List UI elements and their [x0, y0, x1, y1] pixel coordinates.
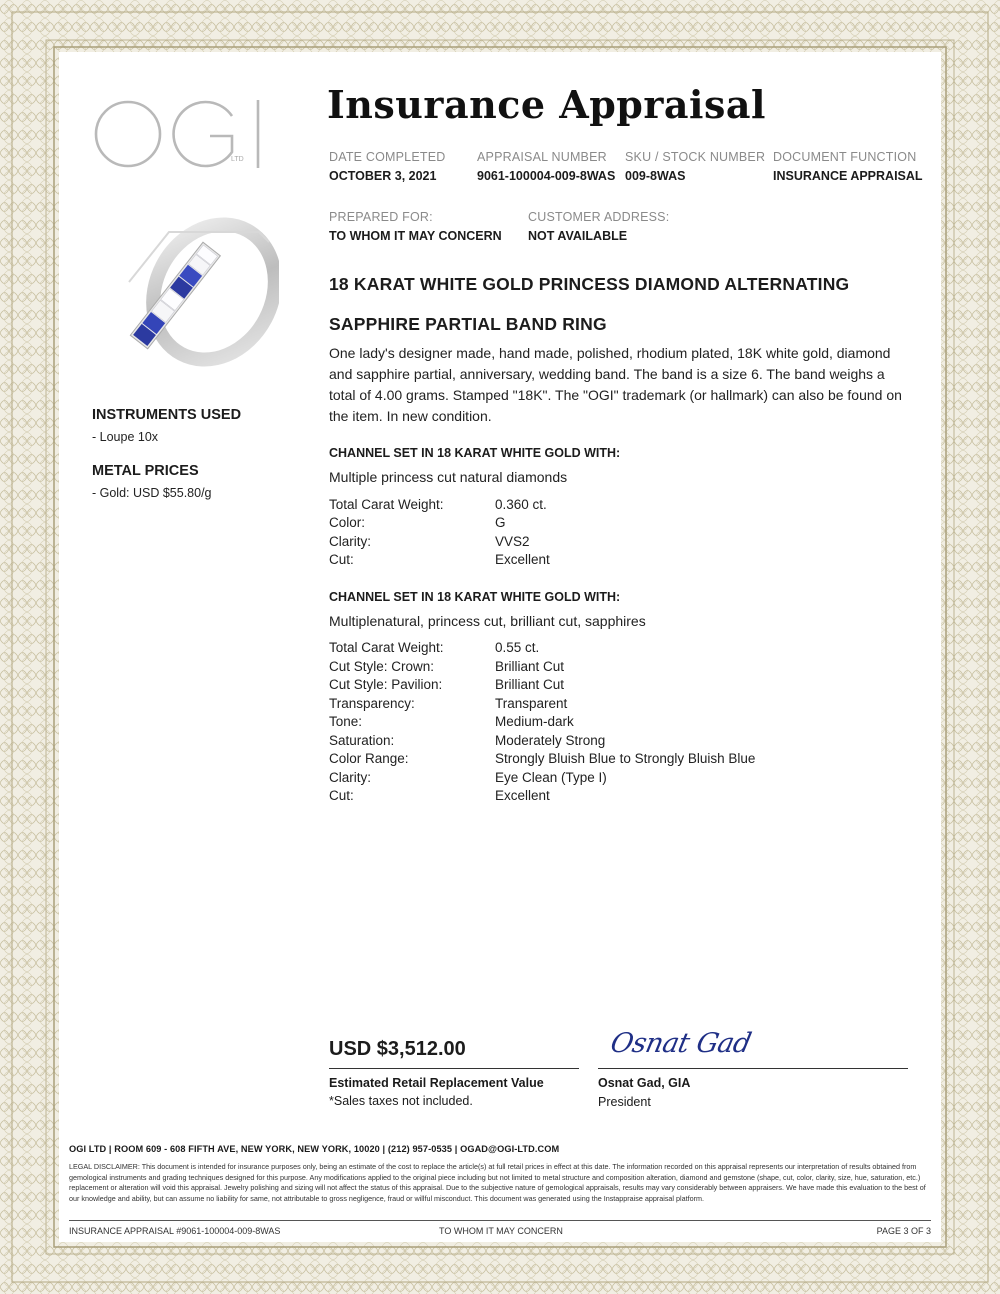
footer-center: TO WHOM IT MAY CONCERN	[439, 1226, 563, 1236]
signer-name: Osnat Gad, GIA	[598, 1076, 691, 1090]
signer-role: President	[598, 1095, 651, 1109]
document-function-label: DOCUMENT FUNCTION	[773, 150, 917, 164]
row-value: Eye Clean (Type I)	[495, 770, 607, 785]
row-key: Total Carat Weight:	[329, 640, 444, 655]
item-description: One lady's designer made, hand made, polished, rhodium plated, 18K white gold, diamond and sapphire partial, anniversary, wedding band. The band is a size 6. The band weighs a total of 4.00 grams. Stamped "18K". The "OGI" trademark (or hallmark) can also be found on the item. In new condition.	[329, 345, 902, 424]
sku-label: SKU / STOCK NUMBER	[625, 150, 766, 164]
sku-value: 009-8WAS	[625, 169, 686, 183]
row-key: Color:	[329, 515, 366, 530]
appraisal-page	[59, 52, 941, 1242]
date-value: OCTOBER 3, 2021	[329, 169, 437, 183]
item-title-line-1: 18 KARAT WHITE GOLD PRINCESS DIAMOND ALTERNATING	[329, 274, 850, 294]
page-title: Insurance Appraisal	[327, 82, 766, 127]
section2-row	[329, 640, 889, 658]
signature: Osnat Gad	[607, 1028, 754, 1059]
appraised-value: USD $3,512.00	[329, 1038, 466, 1060]
metal-prices-item: - Gold: USD $55.80/g	[92, 486, 212, 500]
section1-heading: CHANNEL SET IN 18 KARAT WHITE GOLD WITH:	[329, 446, 621, 460]
section1-subtitle: Multiple princess cut natural diamonds	[329, 469, 568, 485]
section1-row	[329, 552, 889, 570]
row-value: G	[495, 515, 506, 530]
section2-subtitle: Multiplenatural, princess cut, brilliant cut, sapphires	[329, 613, 646, 629]
row-value: VVS2	[495, 534, 530, 549]
row-value: Transparent	[495, 696, 568, 711]
section1-row	[329, 534, 889, 552]
row-key: Cut Style: Crown:	[329, 659, 435, 674]
logo-sub: LTD	[231, 156, 244, 163]
metal-prices-heading: METAL PRICES	[92, 463, 199, 479]
document-function-value: INSURANCE APPRAISAL	[773, 169, 923, 183]
instruments-heading: INSTRUMENTS USED	[92, 407, 242, 423]
date-label: DATE COMPLETED	[329, 150, 446, 164]
row-value: Excellent	[495, 552, 550, 567]
row-value: Strongly Bluish Blue to Strongly Bluish Blue	[495, 751, 756, 766]
footer-address: OGI LTD | ROOM 609 - 608 FIFTH AVE, NEW YORK, NEW YORK, 10020 | (212) 957-0535 | OGAD@OGI-LTD.COM	[69, 1144, 560, 1154]
instruments-item: - Loupe 10x	[92, 430, 159, 444]
section2-row	[329, 714, 889, 732]
row-value: Excellent	[495, 788, 550, 803]
row-key: Saturation:	[329, 733, 395, 748]
appraisal-number-value: 9061-100004-009-8WAS	[477, 169, 616, 183]
section2-row	[329, 733, 889, 751]
value-note: *Sales taxes not included.	[329, 1094, 473, 1108]
customer-address-label: CUSTOMER ADDRESS:	[528, 210, 670, 224]
section2-row	[329, 659, 889, 677]
footer-divider	[69, 1220, 931, 1221]
row-key: Cut Style: Pavilion:	[329, 677, 443, 692]
signature-underline	[598, 1068, 908, 1069]
appraisal-number-label: APPRAISAL NUMBER	[477, 150, 607, 164]
item-title-line-2: SAPPHIRE PARTIAL BAND RING	[329, 314, 607, 334]
section2-heading: CHANNEL SET IN 18 KARAT WHITE GOLD WITH:	[329, 590, 621, 604]
row-key: Cut:	[329, 788, 354, 803]
section2-row	[329, 751, 889, 769]
customer-address-value: NOT AVAILABLE	[528, 229, 628, 243]
section2-row	[329, 770, 889, 788]
section2-row	[329, 696, 889, 714]
row-key: Clarity:	[329, 770, 372, 785]
row-key: Tone:	[329, 714, 363, 729]
row-value: Moderately Strong	[495, 733, 606, 748]
row-key: Color Range:	[329, 751, 409, 766]
section2-row	[329, 788, 889, 806]
row-key: Clarity:	[329, 534, 372, 549]
footer-page-number: PAGE 3 OF 3	[876, 1226, 931, 1236]
prepared-for-label: PREPARED FOR:	[329, 210, 433, 224]
value-underline	[329, 1068, 579, 1069]
row-value: Brilliant Cut	[495, 659, 565, 674]
section1-row	[329, 515, 889, 533]
legal-disclaimer: LEGAL DISCLAIMER: This document is intended for insurance purposes only, being an estimate of the cost to replace the article(s) at full retail prices in effect at this date. The information recorded on this appraisal represents our interpretation of results obtained from gemological instruments and grading techniques designed for this purpose. Any modifications applied to the original piece including but not limited to metal structure and composition alteration, diamond and gemstone (shape, cut, color, clarity, size, hue, saturation, etc.) replacement or alteration will void this appraisal. Jewelry polishing and sizing will not affect the status of this appraisal. Due to the subjective nature of gemological appraisals, results may vary considerably between appraisers. We have made this evaluation to the best of our knowledge and ability, but can assume no liability for same, not attributable to gross negligence, fraud or willful misconduct. This document was generated using the Instappraise appraisal platform.	[69, 1162, 926, 1203]
footer-left: INSURANCE APPRAISAL #9061-100004-009-8WAS	[69, 1226, 281, 1236]
row-key: Transparency:	[329, 696, 415, 711]
row-key: Cut:	[329, 552, 354, 567]
section1-row	[329, 497, 889, 515]
row-key: Total Carat Weight:	[329, 497, 444, 512]
row-value: Medium-dark	[495, 714, 574, 729]
prepared-for-value: TO WHOM IT MAY CONCERN	[329, 229, 502, 243]
row-value: 0.360 ct.	[495, 497, 547, 512]
row-value: Brilliant Cut	[495, 677, 565, 692]
section2-row	[329, 677, 889, 695]
ring-image	[109, 212, 279, 382]
row-value: 0.55 ct.	[495, 640, 540, 655]
value-label: Estimated Retail Replacement Value	[329, 1076, 544, 1090]
